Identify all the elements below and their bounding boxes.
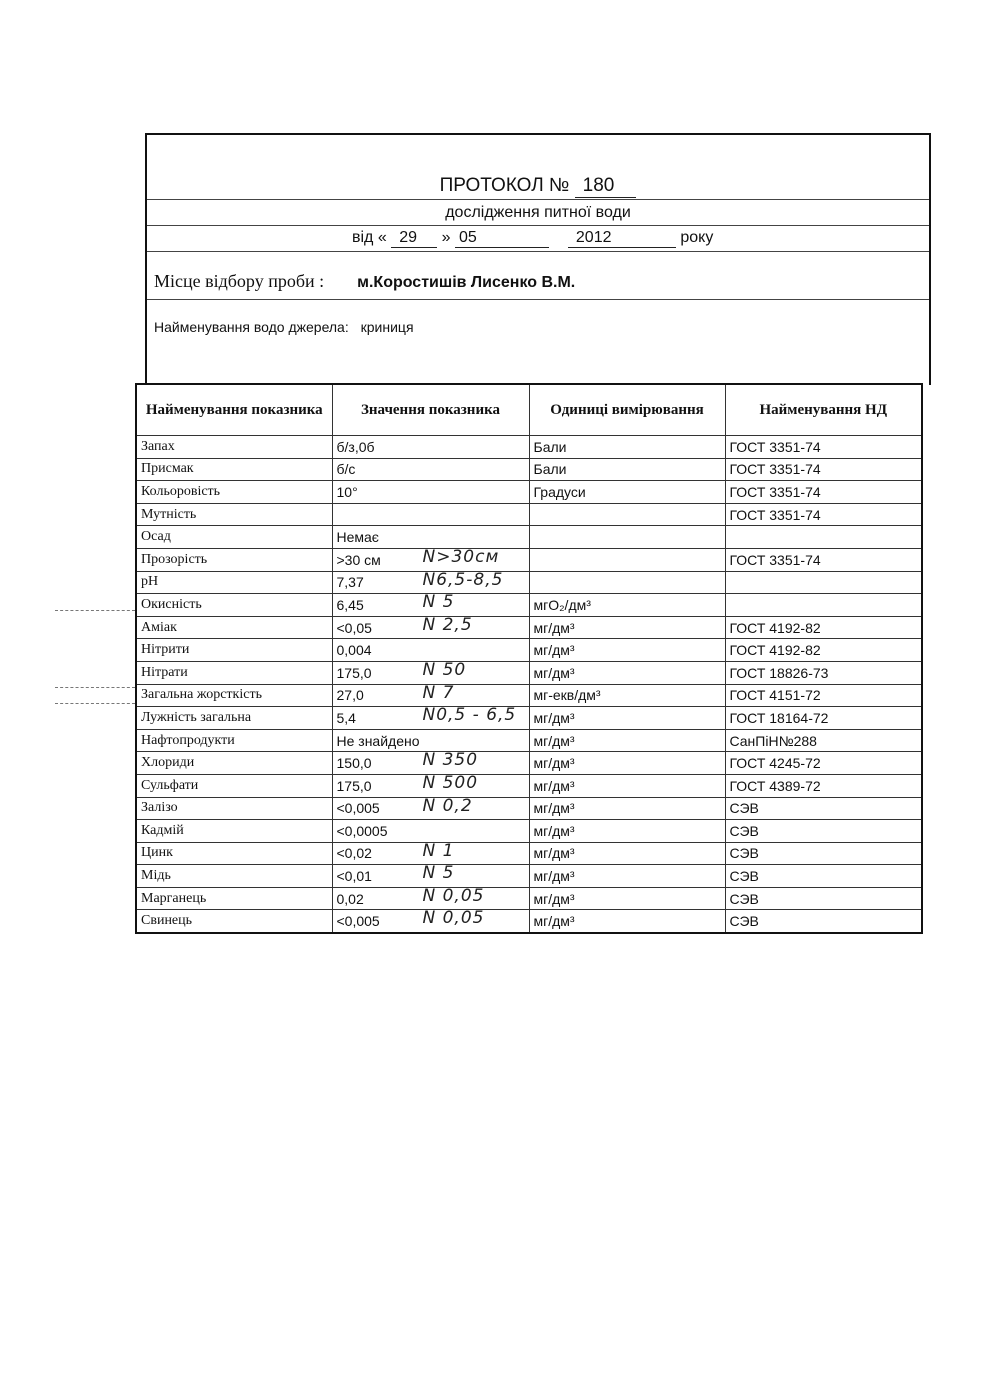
- indicator-value-cell: [332, 774, 529, 797]
- indicator-value: Не знайдено: [336, 732, 420, 749]
- indicator-value: 10°: [336, 483, 358, 500]
- indicator-value: 5,4: [336, 709, 356, 726]
- handwritten-norm: N 0,05: [422, 909, 485, 929]
- table-row: [136, 774, 922, 797]
- unit: Бали: [529, 458, 725, 481]
- nd-name: [725, 571, 922, 594]
- indicator-name: Сульфати: [136, 774, 332, 797]
- indicator-value-cell: [332, 639, 529, 662]
- unit: мг/дм³: [529, 616, 725, 639]
- unit: мг/дм³: [529, 639, 725, 662]
- indicator-value-cell: [332, 865, 529, 888]
- nd-name: ГОСТ 4245-72: [725, 752, 922, 775]
- indicator-name: Присмак: [136, 458, 332, 481]
- unit: мг/дм³: [529, 910, 725, 933]
- indicator-name: Аміак: [136, 616, 332, 639]
- nd-name: ГОСТ 4389-72: [725, 774, 922, 797]
- handwritten-norm: N 0,2: [422, 797, 473, 816]
- nd-name: СЭВ: [725, 887, 922, 910]
- header-indicator-value: Значення показника: [332, 384, 529, 436]
- header-nd-name: Найменування НД: [725, 384, 922, 436]
- indicator-value-cell: [332, 436, 529, 459]
- indicator-name: Мідь: [136, 865, 332, 888]
- divider: [147, 225, 929, 226]
- table-row: [136, 481, 922, 504]
- nd-name: СЭВ: [725, 842, 922, 865]
- table-row: [136, 887, 922, 910]
- handwritten-norm: N0,5 - 6,5: [422, 706, 517, 726]
- indicator-value-cell: [332, 616, 529, 639]
- table-row: [136, 842, 922, 865]
- indicator-name: Нітрити: [136, 639, 332, 662]
- handwritten-norm: N 1: [422, 842, 455, 861]
- indicator-name: Свинець: [136, 910, 332, 933]
- indicator-value-cell: [332, 707, 529, 730]
- indicator-value-cell: [332, 684, 529, 707]
- indicator-name: Прозорість: [136, 548, 332, 571]
- indicator-value-cell: [332, 797, 529, 820]
- indicator-value-cell: [332, 842, 529, 865]
- nd-name: ГОСТ 3351-74: [725, 548, 922, 571]
- table-row: [136, 729, 922, 752]
- divider: [147, 199, 929, 200]
- indicator-value: <0,005: [336, 800, 380, 817]
- handwritten-norm: N 0,05: [422, 887, 485, 906]
- indicator-value-cell: [332, 548, 529, 571]
- indicator-value: б/з,0б: [336, 438, 375, 455]
- unit: мг/дм³: [529, 752, 725, 775]
- handwritten-norm: N 350: [422, 751, 479, 771]
- nd-name: [725, 526, 922, 549]
- indicator-value: 27,0: [336, 687, 364, 704]
- indicator-name: Кадмій: [136, 820, 332, 843]
- unit: мг/дм³: [529, 820, 725, 843]
- date-month: 05: [455, 229, 549, 248]
- sampling-place-value: м.Коростишів Лисенко В.М.: [357, 274, 576, 291]
- nd-name: ГОСТ 18826-73: [725, 661, 922, 684]
- nd-name: ГОСТ 3351-74: [725, 436, 922, 459]
- indicator-value: 0,02: [336, 890, 364, 907]
- table-row: [136, 571, 922, 594]
- table-row: [136, 594, 922, 617]
- indicator-name: Хлориди: [136, 752, 332, 775]
- header-units: Одиниці вимірювання: [529, 384, 725, 436]
- nd-name: СЭВ: [725, 865, 922, 888]
- results-table: [135, 383, 923, 934]
- indicator-value: <0,05: [336, 619, 372, 636]
- indicator-name: Цинк: [136, 842, 332, 865]
- indicator-value: 7,37: [336, 574, 364, 591]
- unit: [529, 503, 725, 526]
- table-row: [136, 548, 922, 571]
- indicator-name: Запах: [136, 436, 332, 459]
- margin-mark: [55, 687, 135, 688]
- indicator-name: Окисніcть: [136, 594, 332, 617]
- date-prefix: від «: [352, 229, 387, 246]
- table-row: [136, 865, 922, 888]
- indicator-value: <0,0005: [336, 822, 388, 839]
- margin-mark: [55, 610, 135, 611]
- table-row: [136, 661, 922, 684]
- handwritten-norm: N 50: [422, 661, 467, 680]
- header-indicator-name: Найменування показника: [136, 384, 332, 436]
- table-row: [136, 820, 922, 843]
- indicator-value-cell: [332, 594, 529, 617]
- unit: мг/дм³: [529, 842, 725, 865]
- indicator-value: 150,0: [336, 755, 372, 772]
- indicator-value: 6,45: [336, 596, 364, 613]
- indicator-name: Марганець: [136, 887, 332, 910]
- table-row: [136, 458, 922, 481]
- unit: Градуси: [529, 481, 725, 504]
- indicator-value-cell: [332, 481, 529, 504]
- handwritten-norm: N 500: [422, 774, 479, 793]
- unit: [529, 571, 725, 594]
- nd-name: ГОСТ 3351-74: [725, 458, 922, 481]
- indicator-value: 175,0: [336, 664, 372, 681]
- indicator-name: pH: [136, 571, 332, 594]
- date-year-suffix: року: [680, 229, 714, 246]
- unit: [529, 548, 725, 571]
- nd-name: СЭВ: [725, 797, 922, 820]
- indicator-value-cell: [332, 910, 529, 933]
- date-day: 29: [391, 229, 437, 248]
- protocol-subtitle: дослідження питної води: [445, 204, 631, 221]
- unit: Бали: [529, 436, 725, 459]
- nd-name: ГОСТ 4192-82: [725, 616, 922, 639]
- table-row: [136, 436, 922, 459]
- table-row: [136, 797, 922, 820]
- nd-name: ГОСТ 18164-72: [725, 707, 922, 730]
- protocol-title: [147, 175, 929, 198]
- nd-name: СанПіН№288: [725, 729, 922, 752]
- nd-name: ГОСТ 4151-72: [725, 684, 922, 707]
- indicator-value-cell: [332, 887, 529, 910]
- indicator-value-cell: [332, 752, 529, 775]
- water-source: [154, 319, 414, 335]
- unit: мг/дм³: [529, 707, 725, 730]
- table-row: [136, 616, 922, 639]
- indicator-value: >30 см: [336, 551, 381, 568]
- table-row: [136, 503, 922, 526]
- protocol-title-prefix: ПРОТОКОЛ №: [439, 175, 570, 196]
- indicator-value: <0,02: [336, 845, 372, 862]
- date-year: 2012: [568, 229, 676, 248]
- unit: мг/дм³: [529, 661, 725, 684]
- handwritten-norm: N>30см: [422, 548, 500, 567]
- nd-name: ГОСТ 3351-74: [725, 481, 922, 504]
- indicator-value: <0,005: [336, 913, 380, 930]
- unit: мг/дм³: [529, 774, 725, 797]
- table-header-row: [136, 384, 922, 436]
- indicator-value: <0,01: [336, 868, 372, 885]
- indicator-value: Немає: [336, 529, 379, 546]
- sampling-place-label: Місце відбору проби :: [154, 271, 325, 291]
- indicator-name: Загальна жорсткість: [136, 684, 332, 707]
- nd-name: СЭВ: [725, 910, 922, 933]
- indicator-value-cell: [332, 661, 529, 684]
- indicator-name: Лужність загальна: [136, 707, 332, 730]
- indicator-value: 175,0: [336, 777, 372, 794]
- water-source-value: криниця: [360, 319, 414, 335]
- indicator-value-cell: [332, 526, 529, 549]
- unit: мг-екв/дм³: [529, 684, 725, 707]
- indicator-value-cell: [332, 820, 529, 843]
- unit: мгО₂/дм³: [529, 594, 725, 617]
- indicator-name: Кольоровість: [136, 481, 332, 504]
- indicator-name: Нафтопродукти: [136, 729, 332, 752]
- table-row: [136, 707, 922, 730]
- indicator-value-cell: [332, 729, 529, 752]
- indicator-name: Осад: [136, 526, 332, 549]
- indicator-value-cell: [332, 458, 529, 481]
- protocol-header-box: [145, 133, 931, 385]
- table-row: [136, 639, 922, 662]
- sampling-place: [154, 271, 575, 292]
- protocol-date: [352, 229, 713, 248]
- date-day-suffix: »: [441, 229, 451, 246]
- indicator-value-cell: [332, 571, 529, 594]
- handwritten-norm: N6,5-8,5: [422, 571, 504, 590]
- handwritten-norm: N 5: [422, 593, 455, 613]
- table-row: [136, 526, 922, 549]
- nd-name: [725, 594, 922, 617]
- table-row: [136, 910, 922, 933]
- table-row: [136, 684, 922, 707]
- divider: [147, 251, 929, 252]
- nd-name: ГОСТ 3351-74: [725, 503, 922, 526]
- handwritten-norm: N 5: [422, 864, 455, 884]
- margin-mark: [55, 703, 135, 704]
- indicator-name: Залізо: [136, 797, 332, 820]
- water-source-label: Найменування водо джерела:: [154, 319, 349, 335]
- unit: мг/дм³: [529, 865, 725, 888]
- unit: [529, 526, 725, 549]
- indicator-value: б/с: [336, 461, 356, 478]
- protocol-number: 180: [575, 175, 637, 198]
- nd-name: СЭВ: [725, 820, 922, 843]
- indicator-value-cell: [332, 503, 529, 526]
- indicator-name: Мутність: [136, 503, 332, 526]
- table-row: [136, 752, 922, 775]
- indicator-name: Нітрати: [136, 661, 332, 684]
- handwritten-norm: N 7: [422, 684, 455, 703]
- indicator-value: 0,004: [336, 642, 372, 659]
- unit: мг/дм³: [529, 729, 725, 752]
- unit: мг/дм³: [529, 797, 725, 820]
- divider: [147, 299, 929, 300]
- handwritten-norm: N 2,5: [422, 616, 473, 635]
- unit: мг/дм³: [529, 887, 725, 910]
- nd-name: ГОСТ 4192-82: [725, 639, 922, 662]
